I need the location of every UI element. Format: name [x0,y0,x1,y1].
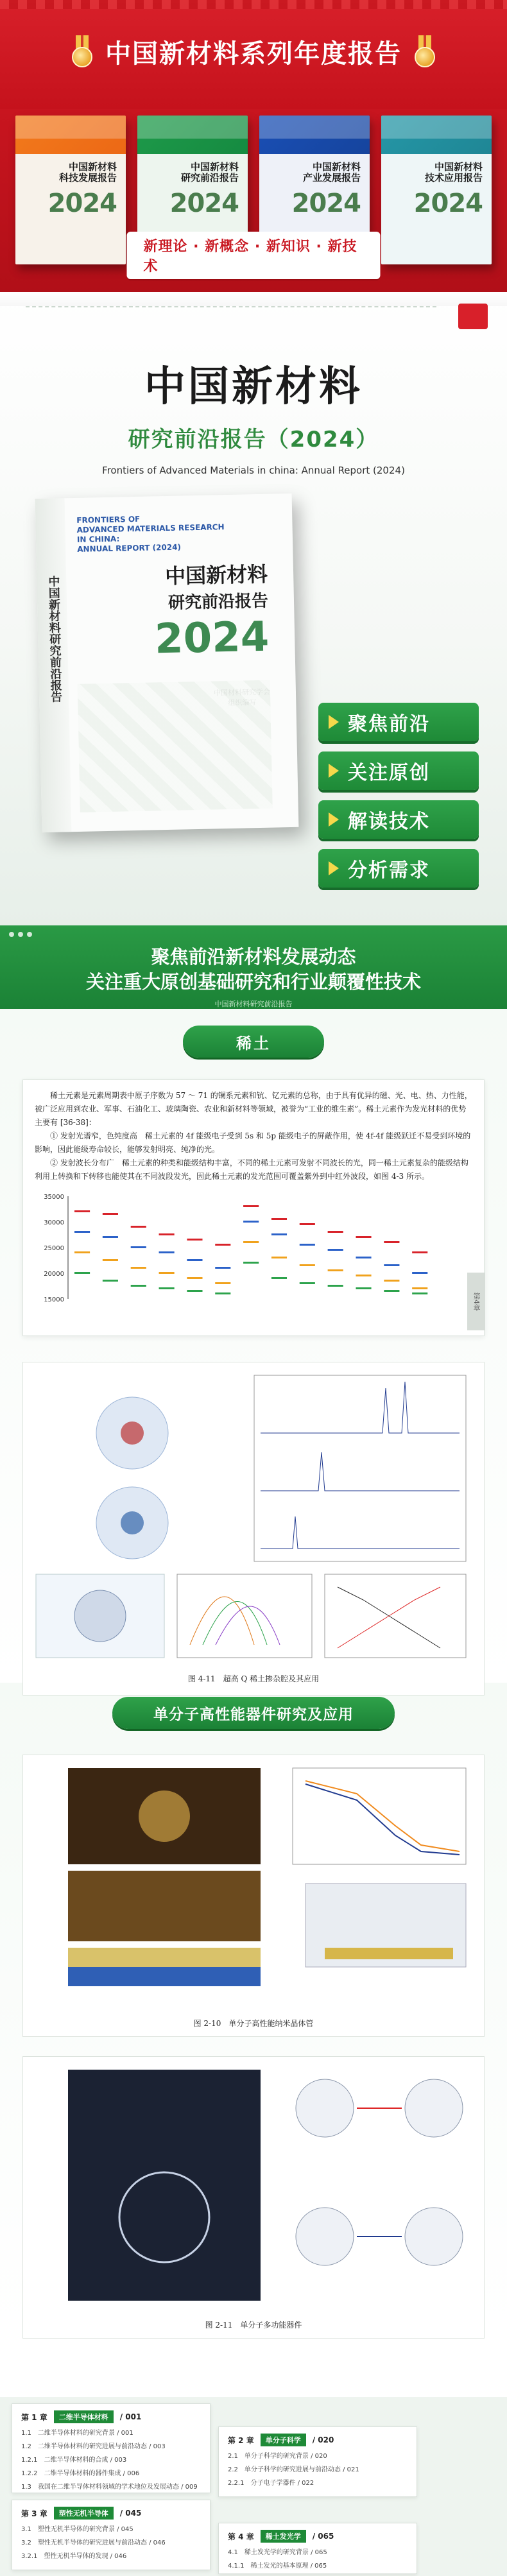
energy-level-mark [215,1282,230,1284]
energy-level-mark [356,1236,371,1238]
cover-subtitle: 研究前沿报告 [168,591,269,613]
figure-4-11-plots [23,1362,484,1670]
energy-level-mark [243,1262,259,1264]
feature-title: 中国新材料 [144,363,363,411]
emitter-icon [121,1511,144,1534]
energy-level-mark [384,1241,399,1243]
feature-english-title: Frontiers of Advanced Materials in china: Annual Report (2024) [102,465,405,476]
fullerene-icon [296,2079,354,2137]
energy-level-mark [103,1236,118,1238]
series-banner [0,0,507,109]
energy-level-mark [271,1277,287,1279]
y-tick-label: 20000 [44,1271,64,1278]
spine-title: 中国新材料研究前沿报告 [46,575,63,703]
book-year: 2024 [47,189,117,218]
energy-level-mark [187,1290,202,1292]
book-label: 中国新材料 科技发展报告 [58,161,117,184]
energy-level-mark [215,1292,230,1294]
toc-chapter-3: 第 3 章 塑性无机半导体 / 045 3.1 塑性无机半导体的研究背景 / 045 3.2 塑性无机半导体的研究进展与前沿动态 / 046 3.2.1 塑性无机半导体的发现 / 046 [12,2500,211,2570]
energy-level-mark [243,1205,259,1207]
pill-original: 关注原创 [318,751,479,790]
energy-level-mark [328,1231,343,1233]
cover-pattern [78,680,273,812]
book-year: 2024 [413,189,483,218]
section-rare-earth [0,1009,507,1683]
energy-level-mark [187,1239,202,1241]
energy-level-mark [74,1272,90,1274]
y-tick-label: 15000 [44,1296,64,1303]
energy-level-mark [131,1246,146,1248]
book-year: 2024 [169,189,239,218]
energy-level-mark [74,1251,90,1253]
corner-badge [458,304,488,329]
energy-level-mark [384,1264,399,1266]
layer-dielectric [68,1948,261,1967]
toc-chapter-2: 第 2 章 单分子科学 / 020 2.1 单分子科学的研究背景 / 020 2.2 单分子科学的研究进展与前沿动态 / 021 2.2.1 分子电子学器件 / 022 [218,2426,417,2497]
transmission-plot [177,1574,312,1658]
energy-level-mark [243,1241,259,1243]
book-label: 中国新材料 研究前沿报告 [180,161,239,184]
energy-level-mark [271,1218,287,1220]
section-tag-rare-earth: 稀土 [183,1026,324,1058]
iv-plot [293,1768,466,1864]
book-label: 中国新材料 技术应用报告 [424,161,483,184]
paragraph: ① 发射光谱窄，色纯度高 稀土元素的 4f 能级电子受到 5s 和 5p 能级电子的屏蔽作用，使 4f-4f 能级跃迁不易受到环境的影响，因此能级寿命较长，能够发射明亮、纯净的光。 [35,1131,471,1154]
document-page [22,1079,485,1336]
chapter-side-tab: 第4章 [467,1273,485,1330]
energy-level-mark [131,1285,146,1287]
energy-level-mark [103,1259,118,1261]
figure-caption: 图 2-10 单分子高性能纳米晶体管 [193,2019,314,2028]
book-year: 2024 [291,189,361,218]
energy-level-mark [159,1251,175,1253]
energy-level-mark [356,1287,371,1289]
energy-level-mark [328,1249,343,1251]
energy-level-mark [328,1269,343,1271]
pill-technology: 解读技术 [318,800,479,839]
book-cover [35,494,299,832]
figure-caption: 图 2-11 单分子多功能器件 [205,2321,302,2330]
energy-level-mark [271,1233,287,1235]
molecule-junction-render [68,2070,261,2301]
energy-level-mark [300,1223,315,1225]
figure-2-10-plots [23,1755,484,2015]
triangle-icon [329,715,339,729]
banner-title: 中国新材料系列年度报告 [105,39,402,69]
energy-level-mark [328,1285,343,1287]
energy-level-mark [187,1277,202,1279]
slogan-banner [0,925,507,1009]
toc-chapter-4: 第 4 章 稀土发光学 / 065 4.1 稀土发光学的研究背景 / 065 4.1.1 稀土发光的基本原理 / 065 [218,2523,417,2574]
energy-level-chart [23,1190,484,1376]
medal-icon [71,35,94,67]
carousel-dots [9,932,32,937]
figure-4-11 [22,1362,485,1696]
fullerene-icon [296,2208,354,2265]
y-tick-label: 35000 [44,1194,64,1201]
energy-level-mark [412,1287,427,1289]
series-books [0,109,507,292]
energy-level-mark [271,1257,287,1258]
fullerene-icon [405,2079,463,2137]
feature-title-block [0,354,507,476]
series-tagline: 新理论 · 新概念 · 新知识 · 新技术 [127,232,381,279]
gate-electrode [325,1948,453,1959]
energy-level-mark [412,1272,427,1274]
emitter-icon [121,1421,144,1445]
banner-title-row [71,33,436,70]
layer-substrate [68,1967,261,1986]
figure-caption: 图 4-11 超高 Q 稀土掺杂腔及其应用 [187,1674,320,1683]
fullerene-icon [405,2208,463,2265]
feature-section [0,292,507,925]
banner-pattern [0,0,507,9]
energy-level-mark [74,1210,90,1212]
figure-2-10 [22,1755,485,2037]
spectra-frame [254,1375,466,1561]
energy-level-mark [215,1267,230,1269]
slogan-line-1: 聚焦前沿新材料发展动态 [151,946,356,968]
figure-2-11-plots [23,2057,484,2317]
cover-english: FRONTIERS OF ADVANCED MATERIALS RESEARCH IN CHINA: ANNUAL REPORT (2024) [76,514,225,554]
slogan-line-2: 关注重大原创基础研究和行业颠覆性技术 [85,971,421,993]
energy-level-mark [412,1251,427,1253]
feature-subtitle: 研究前沿报告（2024） [128,427,379,452]
triangle-icon [329,812,339,827]
slogan-subtitle: 中国新材料研究前沿报告 [214,1000,293,1009]
energy-level-mark [103,1213,118,1215]
energy-level-mark [384,1290,399,1292]
energy-level-mark [300,1244,315,1246]
pill-demand: 分析需求 [318,849,479,888]
shift-plot [325,1574,466,1658]
paragraph: 稀土元素是元素周期表中原子序数为 57 ～ 71 的镧系元素和钪、钇元素的总称，由于具有优异的磁、光、电、热、力性能，被广泛应用到农业、军事、石油化工、玻璃陶瓷、农业和新材料等领域，被誉为“工业的维生素”。稀土元素作为发光材料的优势主要有 [36-38]： [35,1091,472,1127]
energy-level-mark [243,1221,259,1223]
energy-chart-svg [23,1190,485,1305]
y-tick-label: 25000 [44,1245,64,1252]
energy-level-mark [300,1264,315,1266]
energy-level-mark [131,1267,146,1269]
microsphere-icon [74,1590,126,1642]
energy-level-mark [74,1231,90,1233]
cover-year: 2024 [154,613,270,664]
energy-level-mark [356,1275,371,1276]
molecule-glow [139,1790,190,1842]
divider-ornament [26,306,436,313]
energy-level-mark [159,1287,175,1289]
energy-level-mark [187,1259,202,1261]
energy-level-mark [215,1244,230,1246]
section-tag-single-molecule: 单分子高性能器件研究及应用 [112,1697,395,1729]
triangle-icon [329,861,339,875]
cover-title: 中国新材料 [164,562,268,589]
series-book-4[interactable] [381,116,492,264]
energy-level-mark [356,1257,371,1258]
energy-level-mark [384,1280,399,1282]
electrode-render [68,1871,261,1941]
medal-icon [413,35,436,67]
paragraph: ② 发射波长分布广 稀土元素的种类和能级结构丰富，不同的稀土元素可发射不同波长的光，同一稀土元素复杂的能级结构利用上转换和下转移也能使其在不同波段发光，因此稀土元素的发光范围可覆盖紫外到中红外波段，如图 4-3 所示。 [35,1158,468,1181]
figure-2-11 [22,2056,485,2339]
book-label: 中国新材料 产业发展报告 [302,161,361,184]
energy-level-mark [131,1226,146,1228]
pill-frontier: 聚焦前沿 [318,703,479,741]
energy-level-mark [300,1282,315,1284]
energy-level-mark [412,1292,427,1294]
energy-level-mark [159,1272,175,1274]
triangle-icon [329,764,339,778]
table-of-contents [0,2397,507,2576]
toc-chapter-1: 第 1 章 二维半导体材料 / 001 1.1 二维半导体材料的研究背景 / 001 1.2 二维半导体材料的研究进展与前沿动态 / 003 1.2.1 二维半导体材料的合成 / 003 1.2.2 二维半导体材料的器件集成 / 006 1.3 我国在二维半导体材料领域的学术地位及发展动态 / 009 [12,2403,211,2493]
y-tick-label: 30000 [44,1219,64,1226]
energy-level-mark [103,1280,118,1282]
series-book-1[interactable] [15,116,126,264]
energy-level-mark [159,1233,175,1235]
section-single-molecule [0,1683,507,2331]
